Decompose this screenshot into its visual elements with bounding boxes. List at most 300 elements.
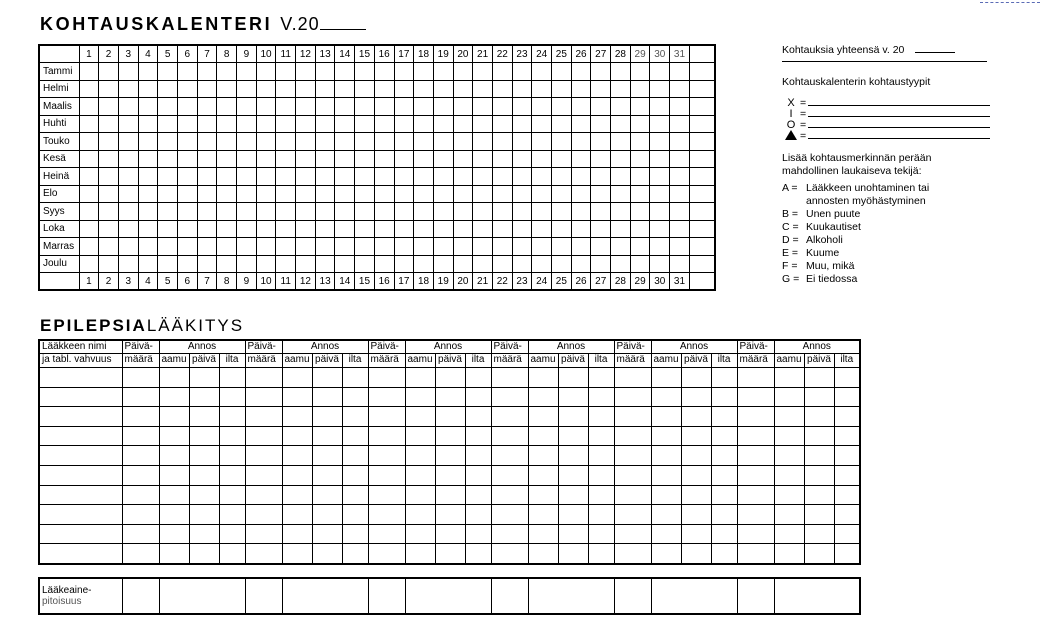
medication-cell[interactable] [558, 368, 588, 388]
medication-cell[interactable] [465, 544, 491, 564]
day-cell[interactable] [433, 115, 453, 133]
medication-cell[interactable] [711, 505, 737, 525]
day-cell[interactable] [433, 185, 453, 203]
day-cell[interactable] [79, 115, 99, 133]
medication-cell[interactable] [219, 407, 245, 427]
day-cell[interactable] [650, 238, 670, 256]
day-cell[interactable] [394, 203, 414, 221]
extra-cell[interactable] [689, 98, 715, 116]
medication-cell[interactable] [342, 505, 368, 525]
medication-cell[interactable] [405, 368, 435, 388]
medication-cell[interactable] [435, 446, 465, 466]
medication-cell[interactable] [774, 387, 804, 407]
day-cell[interactable] [591, 115, 611, 133]
day-cell[interactable] [414, 115, 434, 133]
day-cell[interactable] [118, 98, 138, 116]
day-cell[interactable] [492, 115, 512, 133]
day-cell[interactable] [473, 150, 493, 168]
day-cell[interactable] [79, 133, 99, 151]
day-cell[interactable] [630, 220, 650, 238]
medication-cell[interactable] [465, 426, 491, 446]
day-cell[interactable] [414, 255, 434, 273]
day-cell[interactable] [552, 255, 572, 273]
day-cell[interactable] [552, 63, 572, 81]
day-cell[interactable] [650, 115, 670, 133]
day-cell[interactable] [473, 98, 493, 116]
day-cell[interactable] [296, 133, 316, 151]
seizure-type-row[interactable] [782, 109, 1022, 120]
type-description-line[interactable] [808, 127, 990, 128]
medication-cell[interactable] [681, 368, 711, 388]
day-cell[interactable] [79, 98, 99, 116]
medication-cell[interactable] [405, 485, 435, 505]
day-cell[interactable] [492, 185, 512, 203]
day-cell[interactable] [217, 220, 237, 238]
day-cell[interactable] [473, 168, 493, 186]
day-cell[interactable] [158, 63, 178, 81]
medication-cell[interactable] [528, 485, 558, 505]
day-cell[interactable] [414, 238, 434, 256]
drug-level-cell[interactable] [245, 578, 282, 614]
drug-level-cell[interactable] [614, 578, 651, 614]
day-cell[interactable] [276, 63, 296, 81]
day-cell[interactable] [177, 203, 197, 221]
medication-cell[interactable] [834, 368, 860, 388]
day-cell[interactable] [217, 80, 237, 98]
day-cell[interactable] [197, 150, 217, 168]
day-cell[interactable] [650, 63, 670, 81]
medication-cell[interactable] [681, 485, 711, 505]
day-cell[interactable] [237, 150, 257, 168]
medication-cell[interactable] [435, 505, 465, 525]
day-cell[interactable] [276, 133, 296, 151]
day-cell[interactable] [433, 203, 453, 221]
day-cell[interactable] [414, 63, 434, 81]
medication-cell[interactable] [189, 524, 219, 544]
day-cell[interactable] [492, 168, 512, 186]
day-cell[interactable] [591, 203, 611, 221]
day-cell[interactable] [591, 98, 611, 116]
day-cell[interactable] [276, 80, 296, 98]
day-cell[interactable] [374, 150, 394, 168]
medication-cell[interactable] [282, 524, 312, 544]
extra-cell[interactable] [689, 203, 715, 221]
day-cell[interactable] [571, 63, 591, 81]
day-cell[interactable] [197, 80, 217, 98]
medication-cell[interactable] [159, 446, 189, 466]
year-blank[interactable] [320, 29, 366, 30]
day-cell[interactable] [355, 150, 375, 168]
day-cell[interactable] [79, 63, 99, 81]
day-cell[interactable] [394, 238, 414, 256]
day-cell[interactable] [374, 255, 394, 273]
day-cell[interactable] [237, 168, 257, 186]
day-cell[interactable] [670, 115, 690, 133]
medication-cell[interactable] [651, 387, 681, 407]
day-cell[interactable] [79, 203, 99, 221]
medication-cell[interactable] [681, 544, 711, 564]
day-cell[interactable] [217, 185, 237, 203]
medication-cell[interactable] [342, 368, 368, 388]
day-cell[interactable] [118, 168, 138, 186]
medication-cell[interactable] [804, 446, 834, 466]
day-cell[interactable] [492, 63, 512, 81]
day-cell[interactable] [650, 255, 670, 273]
extra-cell[interactable] [689, 115, 715, 133]
medication-cell[interactable] [159, 465, 189, 485]
day-cell[interactable] [296, 203, 316, 221]
medication-cell[interactable] [368, 544, 405, 564]
medication-cell[interactable] [219, 387, 245, 407]
medication-cell[interactable] [245, 368, 282, 388]
day-cell[interactable] [394, 133, 414, 151]
medication-cell[interactable] [491, 465, 528, 485]
medication-cell[interactable] [558, 485, 588, 505]
medication-cell[interactable] [651, 407, 681, 427]
medication-cell[interactable] [189, 426, 219, 446]
medication-cell[interactable] [588, 446, 614, 466]
medication-cell[interactable] [804, 426, 834, 446]
day-cell[interactable] [552, 185, 572, 203]
day-cell[interactable] [473, 80, 493, 98]
medication-cell[interactable] [651, 524, 681, 544]
drug-level-cell[interactable] [159, 578, 245, 614]
medication-cell[interactable] [405, 407, 435, 427]
day-cell[interactable] [433, 255, 453, 273]
medication-cell[interactable] [312, 387, 342, 407]
day-cell[interactable] [552, 115, 572, 133]
day-cell[interactable] [453, 185, 473, 203]
medication-cell[interactable] [614, 426, 651, 446]
medication-cell[interactable] [435, 524, 465, 544]
medication-cell[interactable] [558, 524, 588, 544]
day-cell[interactable] [473, 115, 493, 133]
medication-cell[interactable] [711, 368, 737, 388]
day-cell[interactable] [650, 150, 670, 168]
day-cell[interactable] [197, 185, 217, 203]
medication-cell[interactable] [681, 505, 711, 525]
day-cell[interactable] [276, 255, 296, 273]
day-cell[interactable] [217, 168, 237, 186]
day-cell[interactable] [394, 150, 414, 168]
day-cell[interactable] [118, 203, 138, 221]
day-cell[interactable] [433, 168, 453, 186]
day-cell[interactable] [355, 255, 375, 273]
day-cell[interactable] [670, 185, 690, 203]
medication-cell[interactable] [614, 446, 651, 466]
day-cell[interactable] [138, 98, 158, 116]
medication-cell[interactable] [711, 407, 737, 427]
day-cell[interactable] [670, 98, 690, 116]
day-cell[interactable] [197, 98, 217, 116]
day-cell[interactable] [611, 98, 631, 116]
day-cell[interactable] [99, 220, 119, 238]
day-cell[interactable] [473, 133, 493, 151]
day-cell[interactable] [197, 220, 217, 238]
medication-cell[interactable] [681, 446, 711, 466]
medication-cell[interactable] [804, 465, 834, 485]
day-cell[interactable] [315, 238, 335, 256]
day-cell[interactable] [453, 150, 473, 168]
day-cell[interactable] [237, 133, 257, 151]
day-cell[interactable] [492, 238, 512, 256]
day-cell[interactable] [158, 185, 178, 203]
day-cell[interactable] [256, 80, 276, 98]
medication-cell[interactable] [219, 544, 245, 564]
day-cell[interactable] [630, 63, 650, 81]
day-cell[interactable] [414, 220, 434, 238]
medication-cell[interactable] [219, 465, 245, 485]
day-cell[interactable] [256, 220, 276, 238]
medication-cell[interactable] [282, 426, 312, 446]
medication-cell[interactable] [122, 446, 159, 466]
day-cell[interactable] [670, 80, 690, 98]
medication-cell[interactable] [405, 524, 435, 544]
day-cell[interactable] [335, 115, 355, 133]
day-cell[interactable] [414, 80, 434, 98]
day-cell[interactable] [138, 63, 158, 81]
day-cell[interactable] [630, 255, 650, 273]
day-cell[interactable] [256, 63, 276, 81]
day-cell[interactable] [355, 133, 375, 151]
medication-cell[interactable] [651, 368, 681, 388]
medication-cell[interactable] [219, 426, 245, 446]
medication-cell[interactable] [774, 524, 804, 544]
type-description-line[interactable] [808, 116, 990, 117]
day-cell[interactable] [453, 63, 473, 81]
medication-cell[interactable] [312, 465, 342, 485]
medication-cell[interactable] [804, 544, 834, 564]
day-cell[interactable] [217, 255, 237, 273]
day-cell[interactable] [118, 80, 138, 98]
day-cell[interactable] [315, 63, 335, 81]
day-cell[interactable] [374, 168, 394, 186]
day-cell[interactable] [99, 168, 119, 186]
medication-cell[interactable] [651, 544, 681, 564]
day-cell[interactable] [256, 98, 276, 116]
day-cell[interactable] [492, 133, 512, 151]
day-cell[interactable] [177, 255, 197, 273]
medication-cell[interactable] [245, 446, 282, 466]
medication-cell[interactable] [39, 387, 122, 407]
medication-cell[interactable] [588, 368, 614, 388]
medication-cell[interactable] [282, 387, 312, 407]
day-cell[interactable] [650, 220, 670, 238]
day-cell[interactable] [630, 150, 650, 168]
medication-cell[interactable] [368, 524, 405, 544]
day-cell[interactable] [630, 80, 650, 98]
day-cell[interactable] [453, 220, 473, 238]
day-cell[interactable] [335, 133, 355, 151]
medication-cell[interactable] [614, 465, 651, 485]
day-cell[interactable] [374, 63, 394, 81]
day-cell[interactable] [650, 203, 670, 221]
medication-cell[interactable] [219, 485, 245, 505]
day-cell[interactable] [118, 63, 138, 81]
medication-cell[interactable] [834, 426, 860, 446]
day-cell[interactable] [433, 238, 453, 256]
medication-cell[interactable] [804, 368, 834, 388]
day-cell[interactable] [315, 80, 335, 98]
day-cell[interactable] [512, 220, 532, 238]
medication-cell[interactable] [405, 465, 435, 485]
medication-cell[interactable] [558, 407, 588, 427]
day-cell[interactable] [591, 220, 611, 238]
medication-cell[interactable] [189, 368, 219, 388]
day-cell[interactable] [315, 150, 335, 168]
day-cell[interactable] [79, 80, 99, 98]
medication-cell[interactable] [588, 426, 614, 446]
medication-cell[interactable] [528, 387, 558, 407]
day-cell[interactable] [296, 168, 316, 186]
medication-cell[interactable] [737, 524, 774, 544]
day-cell[interactable] [335, 150, 355, 168]
medication-cell[interactable] [774, 505, 804, 525]
day-cell[interactable] [571, 115, 591, 133]
day-cell[interactable] [394, 80, 414, 98]
day-cell[interactable] [315, 255, 335, 273]
day-cell[interactable] [571, 185, 591, 203]
medication-cell[interactable] [588, 407, 614, 427]
day-cell[interactable] [670, 255, 690, 273]
day-cell[interactable] [99, 63, 119, 81]
day-cell[interactable] [177, 185, 197, 203]
day-cell[interactable] [591, 238, 611, 256]
medication-cell[interactable] [588, 505, 614, 525]
day-cell[interactable] [630, 168, 650, 186]
day-cell[interactable] [256, 185, 276, 203]
medication-cell[interactable] [558, 465, 588, 485]
day-cell[interactable] [315, 203, 335, 221]
medication-cell[interactable] [804, 407, 834, 427]
medication-cell[interactable] [588, 465, 614, 485]
medication-cell[interactable] [774, 426, 804, 446]
day-cell[interactable] [217, 133, 237, 151]
medication-cell[interactable] [834, 387, 860, 407]
medication-cell[interactable] [342, 446, 368, 466]
day-cell[interactable] [217, 150, 237, 168]
day-cell[interactable] [355, 98, 375, 116]
medication-cell[interactable] [491, 544, 528, 564]
day-cell[interactable] [138, 150, 158, 168]
medication-cell[interactable] [122, 407, 159, 427]
medication-cell[interactable] [465, 524, 491, 544]
day-cell[interactable] [256, 255, 276, 273]
day-cell[interactable] [394, 63, 414, 81]
medication-cell[interactable] [614, 505, 651, 525]
medication-cell[interactable] [435, 485, 465, 505]
medication-cell[interactable] [159, 407, 189, 427]
day-cell[interactable] [296, 63, 316, 81]
medication-cell[interactable] [282, 485, 312, 505]
day-cell[interactable] [197, 168, 217, 186]
medication-cell[interactable] [189, 387, 219, 407]
medication-cell[interactable] [342, 407, 368, 427]
day-cell[interactable] [433, 150, 453, 168]
day-cell[interactable] [315, 168, 335, 186]
day-cell[interactable] [630, 115, 650, 133]
day-cell[interactable] [237, 255, 257, 273]
medication-cell[interactable] [39, 407, 122, 427]
day-cell[interactable] [650, 98, 670, 116]
day-cell[interactable] [158, 80, 178, 98]
medication-cell[interactable] [122, 505, 159, 525]
day-cell[interactable] [217, 63, 237, 81]
day-cell[interactable] [296, 255, 316, 273]
day-cell[interactable] [571, 80, 591, 98]
medication-cell[interactable] [282, 544, 312, 564]
day-cell[interactable] [591, 150, 611, 168]
day-cell[interactable] [79, 185, 99, 203]
medication-cell[interactable] [491, 505, 528, 525]
day-cell[interactable] [217, 238, 237, 256]
day-cell[interactable] [355, 203, 375, 221]
drug-level-cell[interactable] [737, 578, 774, 614]
day-cell[interactable] [532, 98, 552, 116]
day-cell[interactable] [532, 203, 552, 221]
day-cell[interactable] [177, 133, 197, 151]
day-cell[interactable] [315, 133, 335, 151]
medication-cell[interactable] [737, 544, 774, 564]
day-cell[interactable] [532, 255, 552, 273]
day-cell[interactable] [138, 80, 158, 98]
day-cell[interactable] [591, 133, 611, 151]
medication-cell[interactable] [774, 544, 804, 564]
day-cell[interactable] [571, 98, 591, 116]
medication-cell[interactable] [39, 524, 122, 544]
day-cell[interactable] [394, 220, 414, 238]
day-cell[interactable] [197, 115, 217, 133]
day-cell[interactable] [158, 255, 178, 273]
day-cell[interactable] [374, 238, 394, 256]
medication-cell[interactable] [342, 524, 368, 544]
day-cell[interactable] [256, 168, 276, 186]
day-cell[interactable] [138, 220, 158, 238]
day-cell[interactable] [374, 185, 394, 203]
medication-cell[interactable] [122, 544, 159, 564]
medication-cell[interactable] [558, 426, 588, 446]
day-cell[interactable] [138, 185, 158, 203]
day-cell[interactable] [237, 98, 257, 116]
medication-cell[interactable] [159, 426, 189, 446]
extra-cell[interactable] [689, 80, 715, 98]
day-cell[interactable] [335, 98, 355, 116]
day-cell[interactable] [611, 150, 631, 168]
medication-cell[interactable] [737, 446, 774, 466]
day-cell[interactable] [177, 168, 197, 186]
medication-cell[interactable] [834, 485, 860, 505]
medication-cell[interactable] [465, 505, 491, 525]
drug-level-cell[interactable] [122, 578, 159, 614]
day-cell[interactable] [630, 238, 650, 256]
day-cell[interactable] [611, 133, 631, 151]
day-cell[interactable] [591, 80, 611, 98]
day-cell[interactable] [374, 220, 394, 238]
day-cell[interactable] [433, 98, 453, 116]
extra-cell[interactable] [689, 255, 715, 273]
medication-cell[interactable] [737, 465, 774, 485]
medication-cell[interactable] [491, 524, 528, 544]
medication-cell[interactable] [711, 485, 737, 505]
day-cell[interactable] [99, 150, 119, 168]
day-cell[interactable] [453, 115, 473, 133]
medication-cell[interactable] [834, 544, 860, 564]
medication-cell[interactable] [312, 505, 342, 525]
day-cell[interactable] [99, 80, 119, 98]
day-cell[interactable] [552, 98, 572, 116]
day-cell[interactable] [532, 80, 552, 98]
total-count-line[interactable] [782, 61, 987, 62]
